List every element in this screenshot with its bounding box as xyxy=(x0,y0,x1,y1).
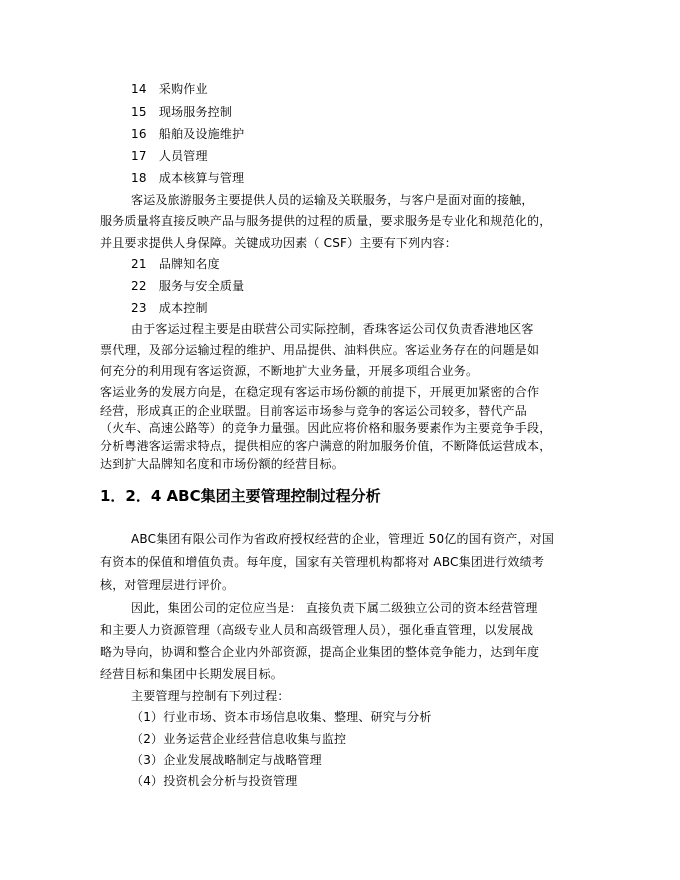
list-item: （4）投资机会分析与投资管理 xyxy=(131,774,298,788)
paragraph-line: 客运及旅游服务主要提供人员的运输及关联服务，与客户是面对面的接触， xyxy=(131,193,534,207)
list-item: （2）业务运营企业经营信息收集与监控 xyxy=(131,732,347,746)
paragraph-line: 由于客运过程主要是由联营公司实际控制，香珠客运公司仅负责香港地区客 xyxy=(131,322,534,336)
paragraph-line: 分析粤港客运需求特点，提供相应的客户满意的附加服务价值，不断降低运营成本， xyxy=(100,439,552,453)
list-item: 17 人员管理 xyxy=(131,149,208,163)
paragraph-line: 并且要求提供人身保障。关键成功因素（ CSF）主要有下列内容： xyxy=(100,236,457,250)
list-item: 15 现场服务控制 xyxy=(131,105,233,119)
paragraph-line: 有资本的保值和增值负责。每年度，国家有关管理机构都将对 ABC集团进行效绩考 xyxy=(100,555,545,569)
paragraph-line: 客运业务的发展方向是，在稳定现有客运市场份额的前提下，开展更加紧密的合作 xyxy=(100,385,540,399)
section-heading: 1．2．4 ABC集团主要管理控制过程分析 xyxy=(100,487,381,505)
paragraph-line: 和主要人力资源管理（高级专业人员和高级管理人员），强化垂直管理，以发展战 xyxy=(100,623,534,637)
list-item: 14 采购作业 xyxy=(131,82,208,96)
list-item: 16 船舶及设施维护 xyxy=(131,127,245,141)
list-item: 23 成本控制 xyxy=(131,301,208,315)
paragraph-line: 经营，形成真正的企业联盟。目前客运市场参与竞争的客运公司较多，替代产品 xyxy=(100,404,528,418)
paragraph-line: 主要管理与控制有下列过程： xyxy=(131,689,290,703)
paragraph-line: （火车、高速公路等）的竞争力量强。因此应将价格和服务要素作为主要竞争手段， xyxy=(100,421,552,435)
paragraph-line: ABC集团有限公司作为省政府授权经营的企业，管理近 50亿的国有资产，对国 xyxy=(131,532,555,546)
paragraph-line: 因此，集团公司的定位应当是： 直接负责下属二级独立公司的资本经营管理 xyxy=(131,601,538,615)
paragraph-line: 经营目标和集团中长期发展目标。 xyxy=(100,667,284,681)
list-item: 22 服务与安全质量 xyxy=(131,279,245,293)
paragraph-line: 核，对管理层进行评价。 xyxy=(100,578,235,592)
list-item: 21 品牌知名度 xyxy=(131,257,220,271)
paragraph-line: 何充分的利用现有客运资源，不断地扩大业务量，开展多项组合业务。 xyxy=(100,364,479,378)
paragraph-line: 票代理，及部分运输过程的维护、用品提供、油料供应。客运业务存在的问题是如 xyxy=(100,343,540,357)
paragraph-line: 服务质量将直接反映产品与服务提供的过程的质量，要求服务是专业化和规范化的， xyxy=(100,214,552,228)
list-item: （3）企业发展战略制定与战略管理 xyxy=(131,753,322,767)
paragraph-line: 略为导向，协调和整合企业内外部资源，提高企业集团的整体竞争能力，达到年度 xyxy=(100,645,540,659)
list-item: 18 成本核算与管理 xyxy=(131,171,245,185)
paragraph-line: 达到扩大品牌知名度和市场份额的经营目标。 xyxy=(100,457,345,471)
list-item: （1）行业市场、资本市场信息收集、整理、研究与分析 xyxy=(131,710,432,724)
